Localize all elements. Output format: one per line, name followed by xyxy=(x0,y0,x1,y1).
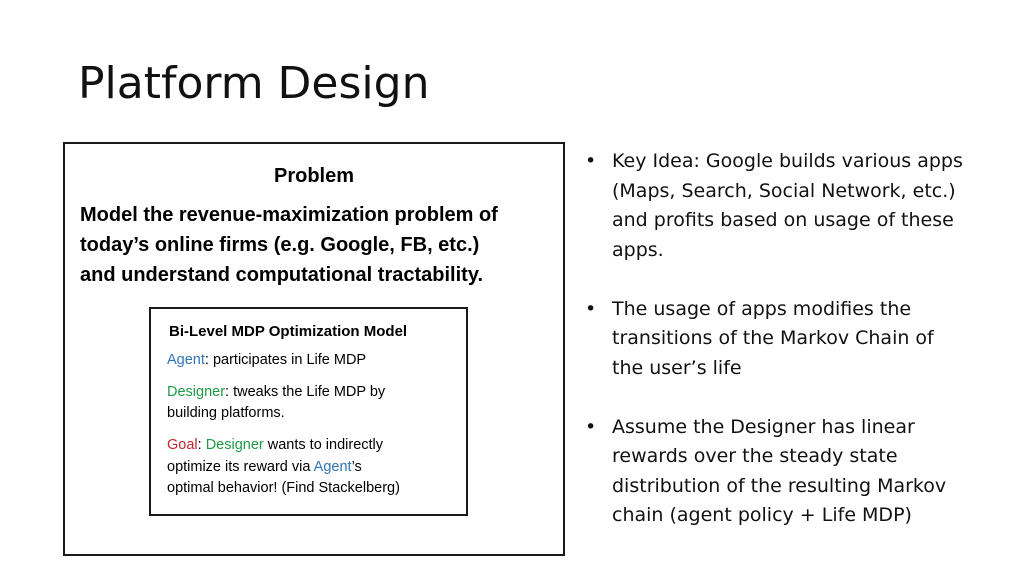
bullet-marker: • xyxy=(585,415,597,438)
bullet-line: Key Idea: Google builds various apps xyxy=(612,150,963,172)
problem-line: Model the revenue-maximization problem of xyxy=(80,204,498,226)
problem-statement xyxy=(80,200,555,290)
designer-text: : tweaks the Life MDP by xyxy=(225,384,386,400)
bullet-line: The usage of apps modifies the xyxy=(612,297,912,320)
bullet-item xyxy=(585,295,1005,384)
bullet-item xyxy=(585,147,1005,265)
designer-label: Designer xyxy=(167,384,226,400)
goal-text: ’s xyxy=(351,459,362,475)
bullet-marker: • xyxy=(585,297,597,320)
problem-heading: Problem xyxy=(273,165,355,187)
bullet-line: transitions of the Markov Chain of xyxy=(612,327,934,349)
bullet-line: apps. xyxy=(612,238,664,261)
goal-text: wants to indirectly xyxy=(263,437,384,453)
model-box xyxy=(149,307,468,516)
bullet-line: (Maps, Search, Social Network, etc.) xyxy=(612,179,956,202)
agent-label: Agent xyxy=(167,352,205,368)
agent-definition xyxy=(167,350,366,371)
problem-line: today’s online firms (e.g. Google, FB, etc.) xyxy=(80,234,480,256)
model-title: Bi-Level MDP Optimization Model xyxy=(169,323,408,340)
problem-box xyxy=(63,142,565,556)
bullet-line: the user’s life xyxy=(612,356,742,379)
goal-agent-label: Agent xyxy=(313,459,352,475)
goal-designer-label: Designer xyxy=(205,437,264,453)
goal-definition-cont xyxy=(167,457,362,478)
bullet-item xyxy=(585,413,1005,531)
bullet-marker: • xyxy=(585,150,597,172)
bullet-list xyxy=(585,147,1005,560)
goal-definition xyxy=(167,435,383,456)
problem-line: and understand computational tractability. xyxy=(80,264,484,286)
bullet-line: Assume the Designer has linear xyxy=(612,415,915,438)
designer-definition xyxy=(167,382,385,403)
bullet-line: rewards over the steady state xyxy=(612,445,898,467)
bullet-line: distribution of the resulting Markov xyxy=(612,474,947,497)
bullet-line: and profits based on usage of these xyxy=(612,209,954,231)
goal-text: optimize its reward via xyxy=(167,459,314,475)
slide-title: Platform Design xyxy=(78,58,430,109)
goal-label: Goal xyxy=(167,437,198,453)
goal-sep: : xyxy=(197,437,206,453)
agent-text: : participates in Life MDP xyxy=(204,352,367,368)
bullet-line: chain (agent policy + Life MDP) xyxy=(612,504,912,526)
designer-definition-cont: building platforms. xyxy=(167,405,285,421)
goal-definition-cont: optimal behavior! (Find Stackelberg) xyxy=(167,480,400,496)
